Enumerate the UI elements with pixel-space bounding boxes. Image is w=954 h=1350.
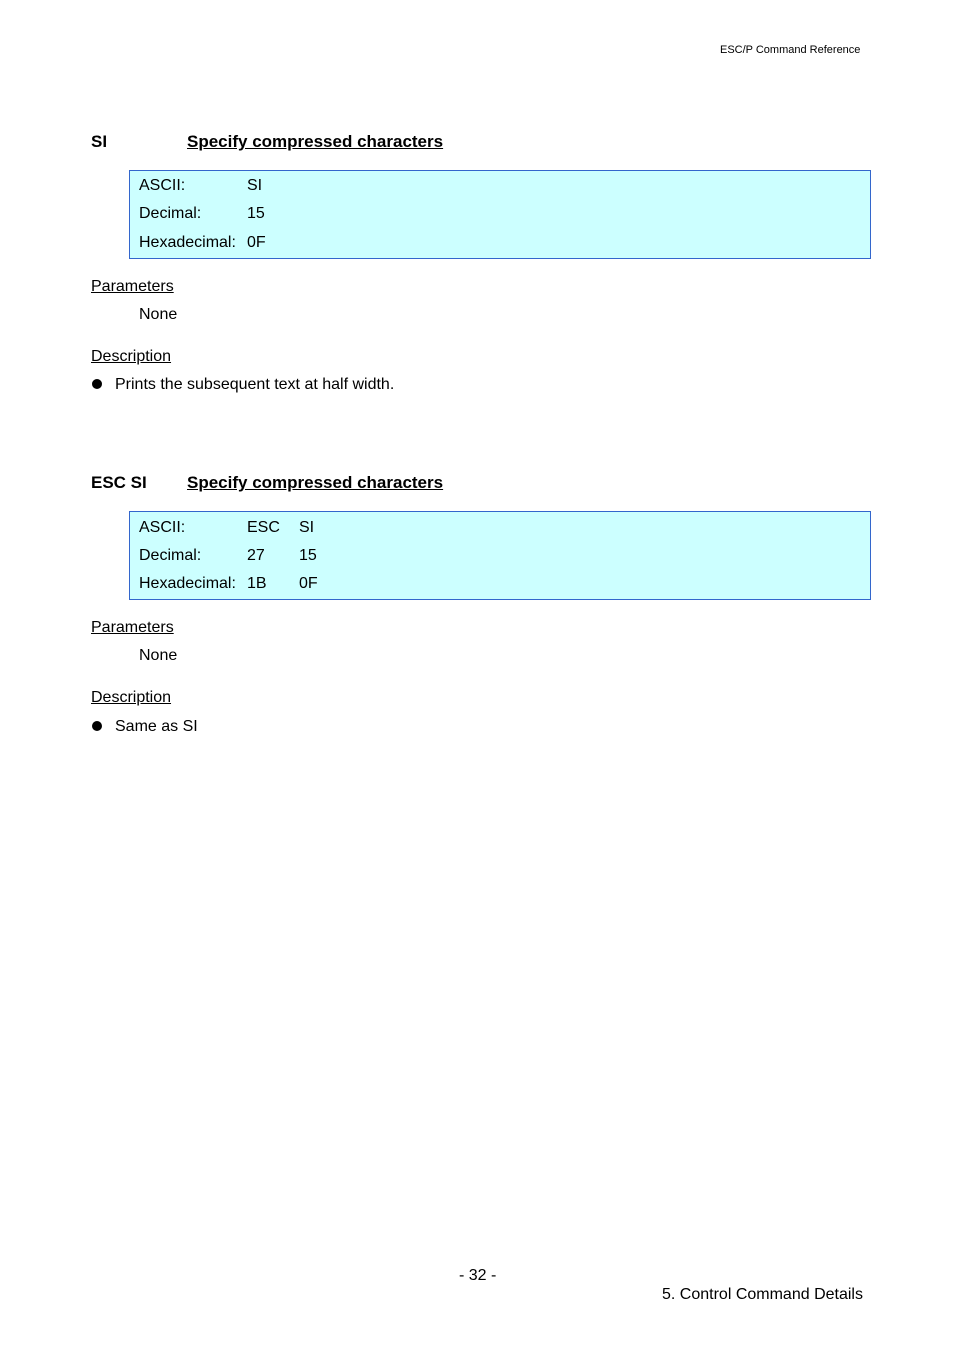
parameters-heading: Parameters bbox=[91, 619, 174, 636]
chapter-footer: 5. Control Command Details bbox=[662, 1286, 863, 1303]
code-box-esc-si bbox=[129, 511, 871, 600]
page-number: - 32 - bbox=[459, 1267, 497, 1284]
decimal-label: Decimal: bbox=[139, 547, 202, 564]
description-text: Prints the subsequent text at half width. bbox=[115, 376, 395, 393]
decimal-value-1: 27 bbox=[247, 547, 265, 564]
command-title: Specify compressed characters bbox=[187, 473, 444, 492]
parameters-heading: Parameters bbox=[91, 278, 174, 295]
hex-value: 0F bbox=[247, 234, 266, 251]
description-heading: Description bbox=[91, 348, 172, 365]
description-text: Same as SI bbox=[115, 718, 198, 735]
hex-label: Hexadecimal: bbox=[139, 234, 236, 251]
hex-value-1: 1B bbox=[247, 575, 267, 592]
code-box-si bbox=[129, 170, 871, 259]
description-heading: Description bbox=[91, 689, 172, 706]
parameters-value: None bbox=[139, 306, 178, 323]
decimal-value-2: 15 bbox=[299, 547, 317, 564]
bullet-icon bbox=[92, 379, 102, 389]
section-title-si bbox=[91, 132, 443, 152]
decimal-label: Decimal: bbox=[139, 205, 202, 222]
section-title-esc-si bbox=[91, 473, 443, 493]
parameters-value: None bbox=[139, 647, 178, 664]
command-name: ESC SI bbox=[91, 473, 147, 492]
ascii-label: ASCII: bbox=[139, 519, 186, 536]
command-title: Specify compressed characters bbox=[187, 132, 444, 151]
bullet-icon bbox=[92, 721, 102, 731]
running-header: ESC/P Command Reference bbox=[720, 44, 861, 56]
ascii-value-1: ESC bbox=[247, 519, 280, 536]
ascii-label: ASCII: bbox=[139, 177, 186, 194]
hex-label: Hexadecimal: bbox=[139, 575, 236, 592]
decimal-value: 15 bbox=[247, 205, 265, 222]
command-name: SI bbox=[91, 132, 108, 151]
ascii-value: SI bbox=[247, 177, 263, 194]
ascii-value-2: SI bbox=[299, 519, 315, 536]
hex-value-2: 0F bbox=[299, 575, 318, 592]
